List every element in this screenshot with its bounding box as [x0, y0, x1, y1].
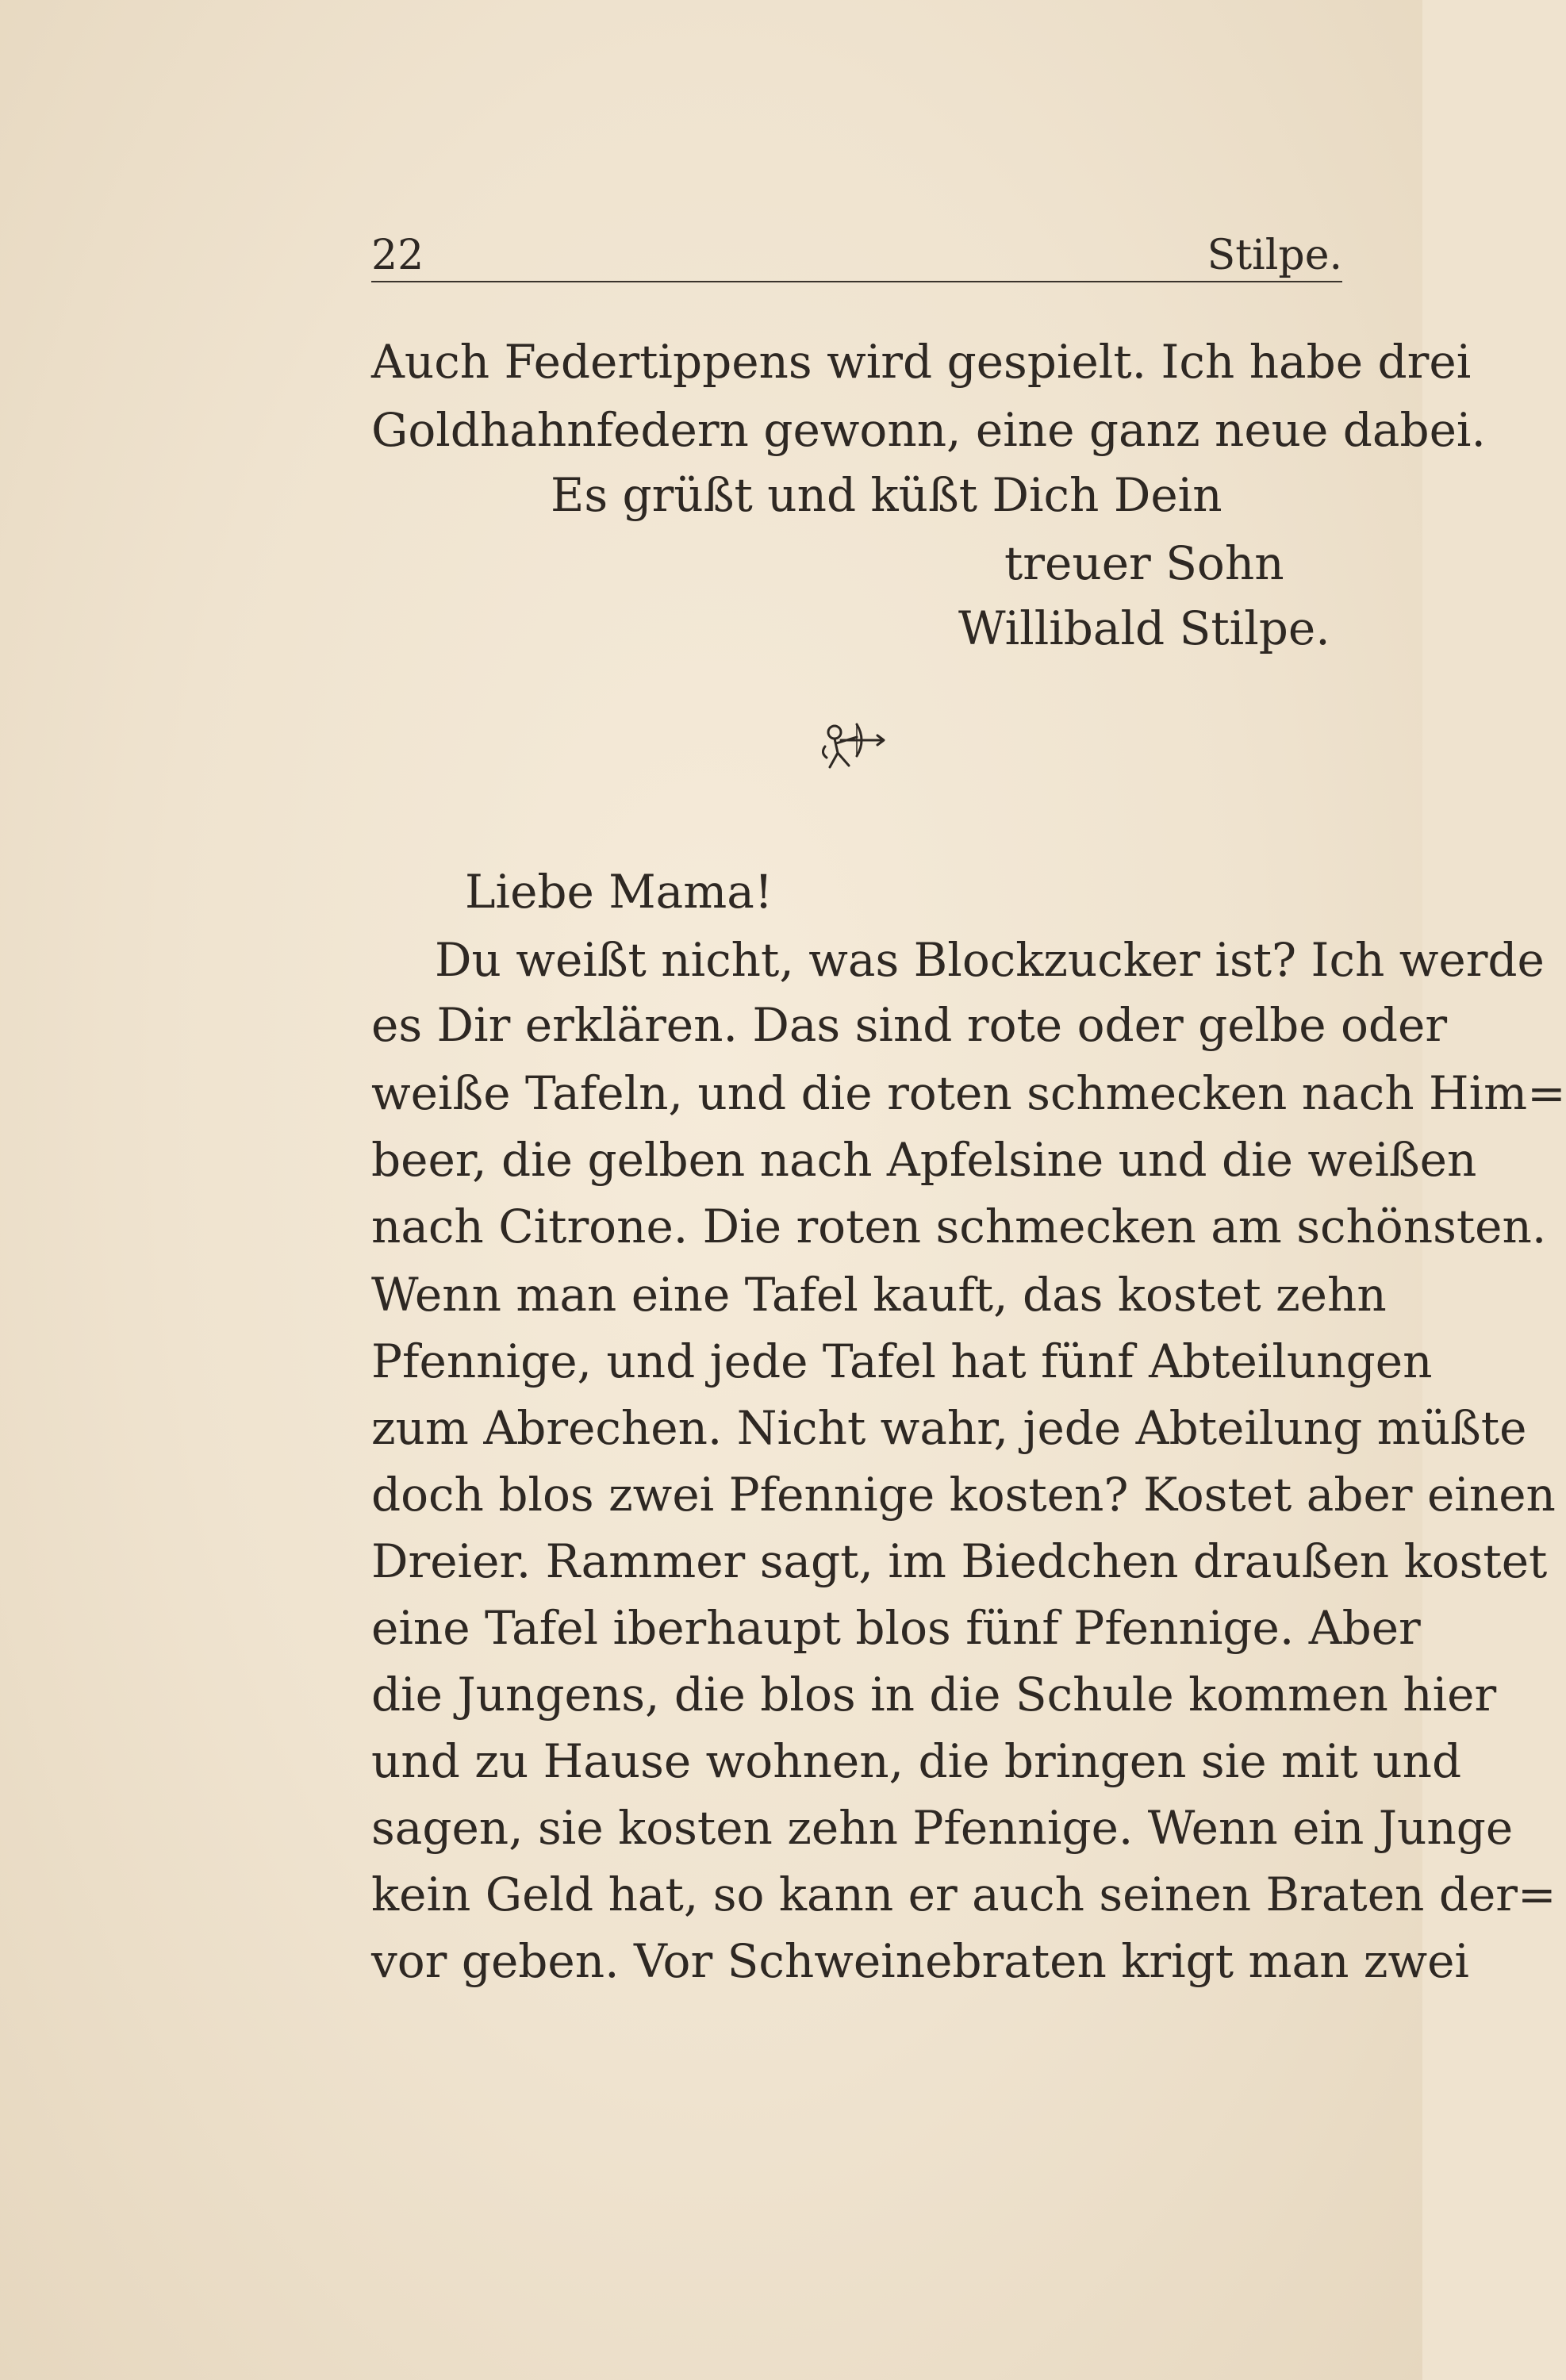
text-line: Goldhahnfedern gewonn, eine ganz neue dabei. — [371, 403, 1486, 457]
text-line: es Dir erklären. Das sind rote oder gelbe oder — [371, 998, 1448, 1052]
text-line: eine Tafel iberhaupt blos fünf Pfennige. Aber — [371, 1601, 1421, 1655]
text-line: Wenn man eine Tafel kauft, das kostet zehn — [371, 1268, 1387, 1322]
text-line: beer, die gelben nach Apfelsine und die weißen — [371, 1133, 1477, 1187]
text-line: Pfennige, und jede Tafel hat fünf Abteilungen — [371, 1334, 1433, 1388]
archer-vignette-icon — [817, 718, 889, 774]
text-line: nach Citrone. Die roten schmecken am schönsten. — [371, 1200, 1547, 1253]
text-line: Du weißt nicht, was Blockzucker ist? Ich werde — [435, 933, 1545, 987]
closing-phrase: treuer Sohn — [1004, 536, 1284, 590]
text-line: kein Geld hat, so kann er auch seinen Braten der= — [371, 1868, 1556, 1921]
signature-name: Willibald Stilpe. — [958, 601, 1330, 655]
text-line: vor geben. Vor Schweinebraten krigt man zwei — [371, 1934, 1469, 1988]
header-rule — [371, 281, 1342, 282]
closing-greeting: Es grüßt und küßt Dich Dein — [551, 468, 1222, 522]
salutation: Liebe Mama! — [465, 865, 773, 919]
page-number: 22 — [371, 232, 424, 279]
text-line: und zu Hause wohnen, die bringen sie mit und — [371, 1734, 1462, 1788]
text-line: Auch Federtippens wird gespielt. Ich habe drei — [371, 335, 1472, 389]
text-line: die Jungens, die blos in die Schule kommen hier — [371, 1668, 1497, 1722]
page-header — [371, 224, 1342, 287]
text-line: zum Abrechen. Nicht wahr, jede Abteilung müßte — [371, 1401, 1527, 1455]
text-line: doch blos zwei Pfennige kosten? Kostet aber einen — [371, 1468, 1556, 1522]
text-line: sagen, sie kosten zehn Pfennige. Wenn ein Junge — [371, 1801, 1514, 1855]
text-line: Dreier. Rammer sagt, im Biedchen draußen kostet — [371, 1534, 1548, 1588]
text-line: weiße Tafeln, und die roten schmecken nach Him= — [371, 1066, 1566, 1120]
running-title: Stilpe. — [1207, 232, 1342, 279]
